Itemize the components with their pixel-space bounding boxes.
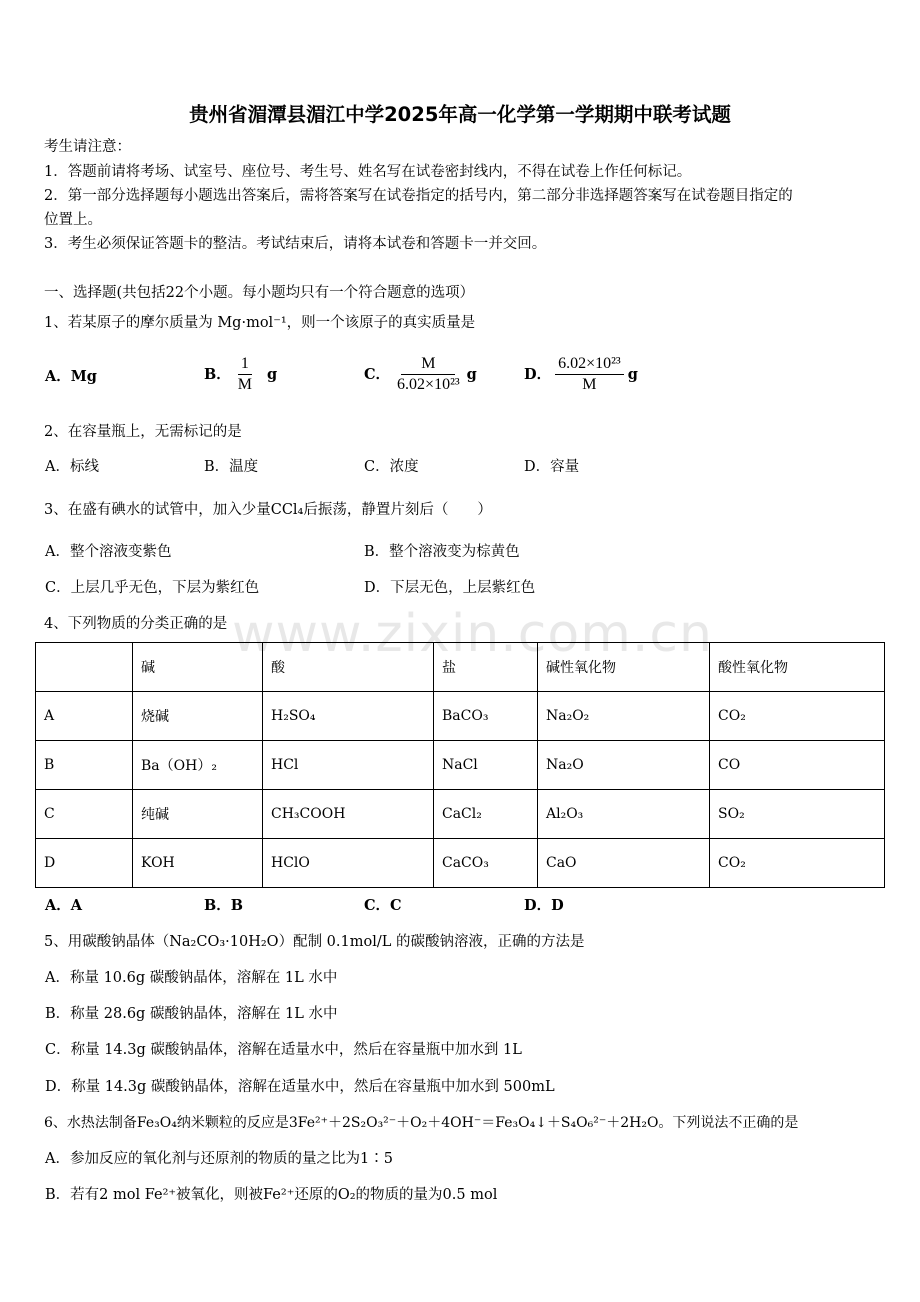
q5-option-b: B．称量 28.6g 碳酸钠晶体，溶解在 1L 水中 [45, 1006, 338, 1022]
question-5-stem: 5、用碳酸钠晶体（Na₂CO₃·10H₂O）配制 0.1mol/L 的碳酸钠溶液，正确的方法是 [44, 934, 585, 950]
table-cell: C [36, 790, 133, 839]
classification-table [35, 642, 885, 888]
option-label: C． [364, 365, 391, 383]
q3-option-b: B．整个溶液变为棕黄色 [364, 544, 520, 560]
denominator: 6.02×10²³ [397, 376, 460, 393]
q4-option-a: A．A [45, 897, 83, 914]
question-3-stem: 3、在盛有碘水的试管中，加入少量CCl₄后振荡，静置片刻后（ ） [44, 502, 492, 518]
q5-option-d: D．称量 14.3g 碳酸钠晶体，溶解在适量水中，然后在容量瓶中加水到 500mL [45, 1079, 555, 1095]
table-cell: Al₂O₃ [538, 790, 710, 839]
question-1-stem: 1、若某原子的摩尔质量为 Mg·mol⁻¹，则一个该原子的真实质量是 [44, 315, 476, 331]
header-cell: 碱性氧化物 [538, 643, 710, 692]
section-heading: 一、选择题(共包括22个小题。每小题均只有一个符合题意的选项） [44, 285, 475, 301]
table-cell: KOH [133, 839, 263, 888]
table-cell: A [36, 692, 133, 741]
table-cell: Na₂O [538, 741, 710, 790]
notice-item: 位置上。 [44, 212, 102, 228]
q1-option-d [524, 355, 638, 394]
q4-option-b: B．B [204, 897, 244, 914]
table-cell: SO₂ [710, 790, 885, 839]
q6-option-a: A．参加反应的氧化剂与还原剂的物质的量之比为1∶5 [45, 1151, 393, 1167]
table-cell: D [36, 839, 133, 888]
table-cell: CaO [538, 839, 710, 888]
q2-option-d: D．容量 [524, 459, 580, 475]
question-4-stem: 4、下列物质的分类正确的是 [44, 616, 228, 632]
table-cell: 纯碱 [133, 790, 263, 839]
table-cell: BaCO₃ [434, 692, 538, 741]
notice-item: 3．考生必须保证答题卡的整洁。考试结束后，请将本试卷和答题卡一并交回。 [44, 236, 547, 252]
table-cell: NaCl [434, 741, 538, 790]
unit: g [267, 365, 278, 383]
denominator: M [237, 376, 252, 393]
q2-option-a: A．标线 [45, 459, 99, 475]
table-cell: CH₃COOH [263, 790, 434, 839]
denominator: M [582, 376, 597, 393]
q4-option-c: C．C [364, 897, 402, 914]
question-2-stem: 2、在容量瓶上，无需标记的是 [44, 424, 242, 440]
q3-option-d: D．下层无色，上层紫红色 [364, 580, 536, 596]
table-row [36, 741, 885, 790]
table-cell: CO₂ [710, 839, 885, 888]
notice-heading: 考生请注意： [44, 139, 131, 155]
header-cell: 盐 [434, 643, 538, 692]
watermark: www.zixin.com.cn [232, 604, 713, 664]
header-cell: 碱 [133, 643, 263, 692]
numerator: 1 [238, 355, 252, 375]
table-cell: Ba（OH）₂ [133, 741, 263, 790]
notice-item: 2．第一部分选择题每小题选出答案后，需将答案写在试卷指定的括号内，第二部分非选择题答案写在试卷题目指定的 [44, 188, 793, 204]
table-cell: H₂SO₄ [263, 692, 434, 741]
q1-option-c [364, 355, 477, 394]
header-cell: 酸性氧化物 [710, 643, 885, 692]
option-label: D． [524, 365, 552, 383]
notice-item: 1．答题前请将考场、试室号、座位号、考生号、姓名写在试卷密封线内，不得在试卷上作任何标记。 [44, 164, 692, 180]
q5-option-a: A．称量 10.6g 碳酸钠晶体，溶解在 1L 水中 [45, 970, 338, 986]
q3-option-a: A．整个溶液变紫色 [45, 544, 172, 560]
table-cell: Na₂O₂ [538, 692, 710, 741]
fraction [555, 355, 624, 394]
q1-option-a: A．Mg [45, 368, 97, 385]
table-cell: CaCO₃ [434, 839, 538, 888]
numerator: 6.02×10²³ [555, 355, 624, 375]
fraction [394, 355, 463, 394]
table-row [36, 790, 885, 839]
table-row [36, 692, 885, 741]
q4-option-d: D．D [524, 897, 564, 914]
option-label: B． [204, 365, 231, 383]
numerator: M [401, 355, 455, 375]
q2-option-c: C．浓度 [364, 459, 419, 475]
header-cell: 酸 [263, 643, 434, 692]
q6-option-b: B．若有2 mol Fe²⁺被氧化，则被Fe²⁺还原的O₂的物质的量为0.5 mol [45, 1187, 498, 1203]
table-header-row [36, 643, 885, 692]
question-6-stem: 6、水热法制备Fe₃O₄纳米颗粒的反应是3Fe²⁺＋2S₂O₃²⁻＋O₂＋4OH⁻＝Fe₃O₄↓＋S₄O₆²⁻＋2H₂O。下列说法不正确的是 [44, 1115, 799, 1131]
table-cell: B [36, 741, 133, 790]
unit: g [627, 365, 638, 383]
table-cell: HCl [263, 741, 434, 790]
q1-option-b [204, 355, 277, 394]
header-cell [36, 643, 133, 692]
table-row [36, 839, 885, 888]
table-cell: CO₂ [710, 692, 885, 741]
q3-option-c: C．上层几乎无色，下层为紫红色 [45, 580, 260, 596]
q2-option-b: B．温度 [204, 459, 259, 475]
table-cell: 烧碱 [133, 692, 263, 741]
unit: g [466, 365, 477, 383]
page-title: 贵州省湄潭县湄江中学2025年高一化学第一学期期中联考试题 [189, 103, 731, 126]
table-cell: CO [710, 741, 885, 790]
table-cell: HClO [263, 839, 434, 888]
table-cell: CaCl₂ [434, 790, 538, 839]
q5-option-c: C．称量 14.3g 碳酸钠晶体，溶解在适量水中，然后在容量瓶中加水到 1L [45, 1042, 522, 1058]
fraction [235, 355, 255, 394]
